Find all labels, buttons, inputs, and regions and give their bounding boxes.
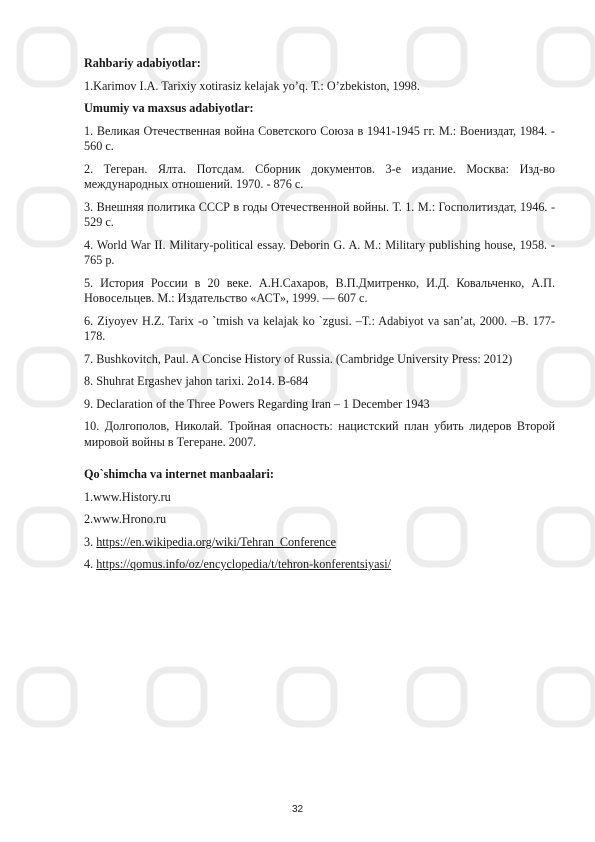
internet-source-number: 4. <box>84 557 97 571</box>
tehran-conference-wikipedia-link[interactable]: https://en.wikipedia.org/wiki/Tehran_Conference <box>96 534 337 549</box>
heading-internet-sources: Qo`shimcha va internet manbaalari: <box>84 467 274 481</box>
general-literature-item-1: 1. Великая Отечественная война Советского Союза в 1941-1945 гг. М.: Воениздат, 1984. - 560 с. <box>84 123 555 153</box>
general-literature-item-8: 8. Shuhrat Ergashev jahon tarixi. 2o14. B-684 <box>84 374 309 388</box>
internet-source-number: 1. <box>84 489 94 504</box>
general-literature-item-9: 9. Declaration of the Three Powers Regarding Iran – 1 December 1943 <box>84 396 430 411</box>
general-literature-item-6: 6. Ziyoyev H.Z. Tarix -o `tmish va kelajak ko `zgusi. –T.: Adabiyot va sanʼat, 2000. –B. 177-178. <box>84 313 555 343</box>
general-literature-item-10: 10. Долгополов, Николай. Тройная опасность: нацистский план убить лидеров Второй мировой войны в Тегеране. 2007. <box>84 419 555 449</box>
internet-source-item-4 <box>84 557 555 573</box>
bibliography-content <box>84 56 555 580</box>
heading-general-literature: Umumiy va maxsus adabiyotlar: <box>84 101 254 115</box>
general-literature-item-2: 2. Тегеран. Ялта. Потсдам. Сборник документов. 3-е издание. Москва: Изд-во международных отношений. 1970. - 876 с. <box>84 161 555 191</box>
internet-source-text: www.Hrono.ru <box>93 512 167 526</box>
internet-source-text: www.History.ru <box>93 489 171 504</box>
general-literature-item-3: 3. Внешняя политика СССР в годы Отечественной войны. Т. 1. М.: Госполитиздат, 1946. - 529 с. <box>84 199 555 229</box>
general-literature-item-5: 5. История России в 20 веке. А.Н.Сахаров, В.П.Дмитренко, И.Д. Ковальченко, А.П. Новосельцев. М.: Издательство «АСТ», 1999. — 607 с. <box>84 275 555 305</box>
internet-source-item-3 <box>84 535 555 551</box>
general-literature-item-4: 4. World War II. Military-political essay. Deborin G. A. M.: Military publishing house, 1958. - 765 p. <box>84 237 555 267</box>
internet-source-number: 2. <box>84 512 94 526</box>
general-literature-item-7: 7. Bushkovitch, Paul. A Concise History of Russia. (Cambridge University Press: 2012) <box>84 351 513 366</box>
main-literature-item-1: 1.Karimov I.A. Tarixiy xotirasiz kelajak yoʼq. T.: Oʼzbekiston, 1998. <box>84 78 420 93</box>
tehron-konferentsiyasi-qomus-link[interactable]: https://qomus.info/oz/encyclopedia/t/tehron-konferentsiyasi/ <box>96 557 391 571</box>
internet-source-item-2 <box>84 512 555 528</box>
internet-source-number: 3. <box>84 534 97 549</box>
heading-main-literature: Rahbariy adabiyotlar: <box>84 56 201 70</box>
internet-source-item-1 <box>84 490 555 506</box>
page-number: 32 <box>291 804 304 815</box>
